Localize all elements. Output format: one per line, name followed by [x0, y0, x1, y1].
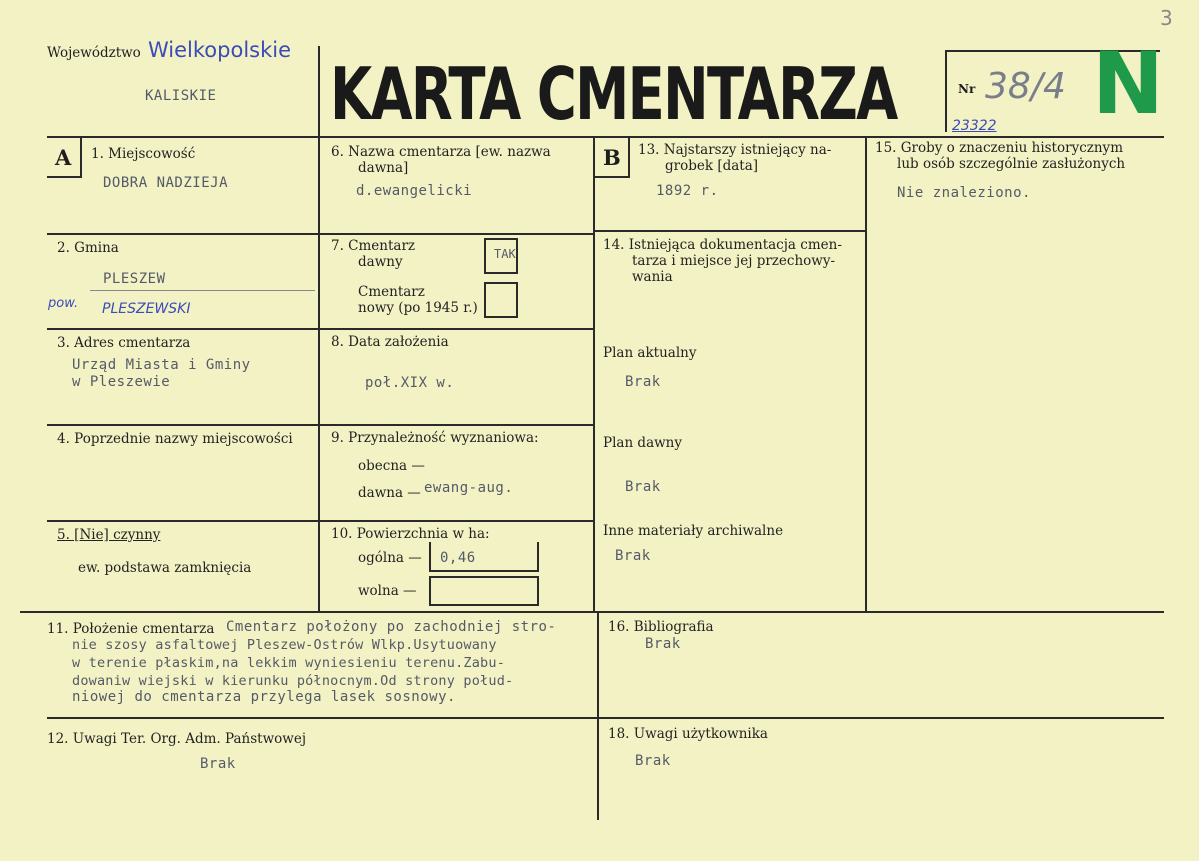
field-14-plan-current-value: Brak: [625, 374, 661, 390]
field-10-total-value: 0,46: [440, 550, 476, 566]
field-2-pow-value: PLESZEWSKI: [102, 301, 191, 317]
field-8-value: poł.XIX w.: [365, 375, 455, 391]
field-6-value: d.ewangelicki: [356, 183, 473, 199]
field-14-plan-old-label: Plan dawny: [603, 435, 683, 451]
field-14-label-line1: 14. Istniejąca dokumentacja cmen-: [603, 237, 842, 253]
voivodeship-label: Województwo: [47, 45, 141, 61]
field-5-label: 5. [Nie] czynny: [57, 527, 161, 543]
card-title: KARTA CMENTARZA: [330, 52, 897, 136]
field-7-old-value: TAK: [494, 247, 516, 261]
field-11-line4: dowaniw wiejski w kierunku północnym.Od strony połud-: [72, 673, 514, 689]
field-8-label: 8. Data założenia: [331, 334, 449, 350]
section-letter-b: B: [603, 145, 621, 170]
header-divider: [318, 46, 320, 136]
nr-sub: 23322: [952, 118, 997, 134]
field-11-line5: niowej do cmentarza przylega lasek sosnowy.: [72, 689, 456, 705]
field-14-label-line2: tarza i miejsce jej przechowy-: [632, 253, 836, 269]
field-10-free-box: [429, 576, 539, 606]
field-12-value: Brak: [200, 756, 236, 772]
section-letter-a: A: [55, 145, 72, 170]
field-14-label-line3: wania: [632, 269, 673, 285]
field-7-label-line2: dawny: [358, 254, 403, 270]
field-7-label-line4: nowy (po 1945 r.): [358, 300, 478, 316]
field-16-value: Brak: [645, 636, 681, 652]
field-2-label: 2. Gmina: [57, 240, 119, 256]
field-9-former-label: dawna —: [358, 485, 421, 501]
field-11-line3: w terenie płaskim,na lekkim wyniesieniu terenu.Zabu-: [72, 655, 506, 671]
field-10-total-label: ogólna —: [358, 550, 422, 566]
field-6-label-line2: dawna]: [358, 160, 409, 176]
field-15-value: Nie znaleziono.: [897, 185, 1031, 201]
corner-number: 3: [1160, 6, 1173, 30]
nr-value: 38/4: [985, 66, 1066, 107]
field-11-label: 11. Położenie cmentarza: [47, 621, 215, 637]
field-13-label-line2: grobek [data]: [665, 158, 759, 174]
field-18-value: Brak: [635, 753, 671, 769]
field-2-pow-prefix: pow.: [48, 296, 79, 311]
field-11-line1: Cmentarz położony po zachodniej stro-: [226, 619, 557, 635]
field-13-value: 1892 r.: [656, 183, 719, 199]
field-9-former-value: ewang-aug.: [424, 480, 514, 496]
field-3-value-line2: w Pleszewie: [72, 374, 171, 390]
field-9-current-label: obecna —: [358, 458, 425, 474]
field-4-label: 4. Poprzednie nazwy miejscowości: [57, 431, 293, 447]
field-15-label-line1: 15. Groby o znaczeniu historycznym: [875, 140, 1123, 156]
field-1-label: 1. Miejscowość: [91, 146, 196, 162]
nr-label: Nr: [958, 82, 976, 96]
field-13-label-line1: 13. Najstarszy istniejący na-: [638, 142, 832, 158]
field-10-label: 10. Powierzchnia w ha:: [331, 526, 490, 542]
field-14-plan-current-label: Plan aktualny: [603, 345, 697, 361]
field-3-label: 3. Adres cmentarza: [57, 335, 191, 351]
field-5-sub: ew. podstawa zamknięcia: [78, 560, 252, 576]
field-12-label: 12. Uwagi Ter. Org. Adm. Państwowej: [47, 731, 306, 747]
field-10-free-label: wolna —: [358, 583, 417, 599]
field-2-value: PLESZEW: [103, 271, 166, 287]
nr-letter: N: [1092, 34, 1164, 134]
field-16-label: 16. Bibliografia: [608, 619, 714, 635]
field-7-new-box: [484, 282, 518, 318]
field-11-line2: nie szosy asfaltowej Pleszew-Ostrów Wlkp.Usytuowany: [72, 637, 497, 653]
field-14-plan-old-value: Brak: [625, 479, 661, 495]
field-14-other-label: Inne materiały archiwalne: [603, 523, 784, 539]
field-14-other-value: Brak: [615, 548, 651, 564]
field-15-label-line2: lub osób szczególnie zasłużonych: [897, 156, 1126, 172]
voivodeship-value: Wielkopolskie: [148, 38, 292, 62]
field-7-label-line3: Cmentarz: [358, 284, 425, 300]
old-voivodeship: KALISKIE: [145, 88, 217, 104]
field-7-label-line1: 7. Cmentarz: [331, 238, 416, 254]
field-6-label-line1: 6. Nazwa cmentarza [ew. nazwa: [331, 144, 551, 160]
field-18-label: 18. Uwagi użytkownika: [608, 726, 768, 742]
field-3-value-line1: Urząd Miasta i Gminy: [72, 357, 251, 373]
field-1-value: DOBRA NADZIEJA: [103, 175, 229, 191]
field-9-label: 9. Przynależność wyznaniowa:: [331, 430, 539, 446]
